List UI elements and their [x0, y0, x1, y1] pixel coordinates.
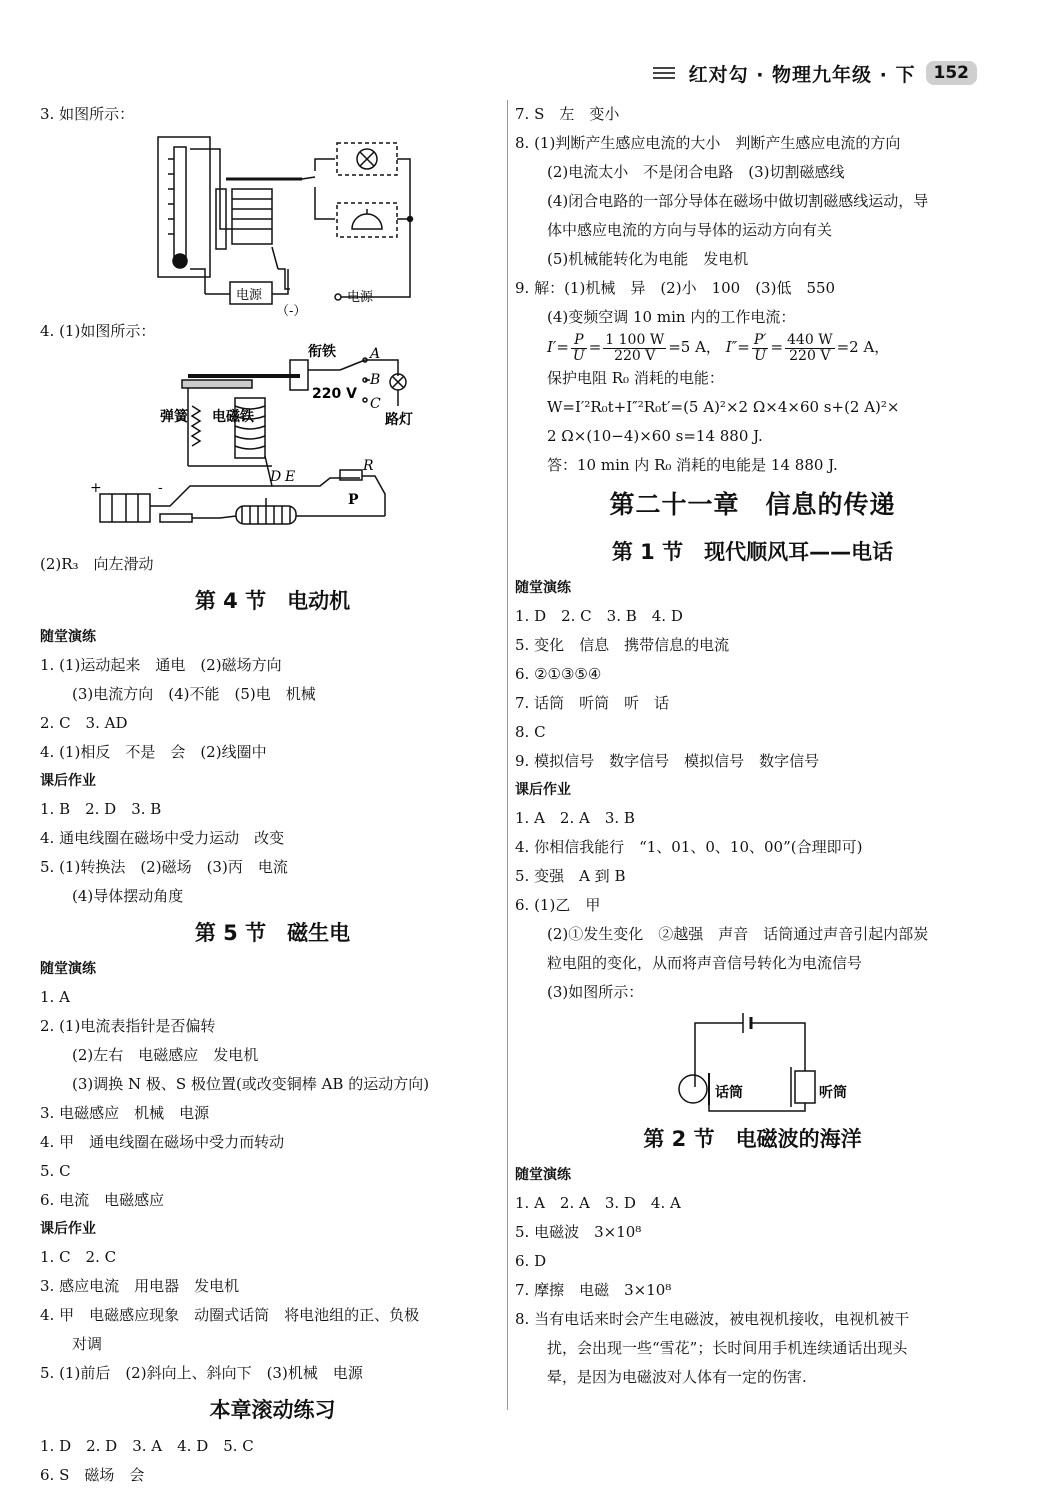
section-4-answers — [40, 623, 505, 911]
answer-line: (5)机械能转化为电能 发电机 — [547, 250, 749, 268]
subsection-heading: 随堂演练 — [515, 579, 571, 596]
answer-line: 1. A 2. A 3. D 4. A — [515, 1193, 681, 1212]
right-column — [515, 100, 990, 1392]
contact-a: A — [370, 346, 381, 362]
answer-line: 4. 通电线圈在磁场中受力运动 改变 — [40, 829, 285, 847]
answer-line: 4. 甲 电磁感应现象 动圈式话筒 将电池组的正、负极 — [40, 1306, 420, 1324]
contact-b: B — [370, 372, 381, 388]
answer-line: (2)左右 电磁感应 发电机 — [72, 1046, 259, 1064]
energy-calculation — [515, 364, 990, 480]
section-1-answers — [515, 574, 990, 1007]
answer-line: 6. 电流 电磁感应 — [40, 1191, 165, 1209]
formula-u: U — [572, 347, 585, 364]
answer-line: 粒电阻的变化，从而将声音信号转化为电流信号 — [547, 953, 863, 972]
header-stripes-icon — [653, 67, 675, 79]
power-label-1: 电源 — [236, 288, 263, 303]
answer-line: 7. S 左 变小 — [515, 105, 620, 123]
answer-line: 1. D 2. C 3. B 4. D — [515, 606, 683, 625]
answer-line: 8. C — [515, 722, 546, 741]
formula-r1: =5 A， — [668, 338, 721, 356]
answer-line: 1. (1)运动起来 通电 (2)磁场方向 — [40, 656, 282, 674]
section-2-title: 第 2 节 电磁波的海洋 — [643, 1126, 862, 1151]
figure-telephone-circuit — [515, 1007, 990, 1117]
answer-line: (4)闭合电路的一部分导体在磁场中做切割磁感线运动，导 — [547, 192, 929, 210]
section-1-title: 第 1 节 现代顺风耳——电话 — [611, 539, 894, 564]
resistor-r: R — [363, 458, 374, 474]
section-2-answers — [515, 1161, 990, 1392]
current-formula — [515, 332, 990, 364]
armature-label: 衔铁 — [308, 344, 336, 360]
slider-p: P — [348, 492, 359, 508]
answer-line: 1. D 2. D 3. A 4. D 5. C — [40, 1437, 254, 1455]
review-answers — [40, 1432, 505, 1490]
spring-label: 弹簧 — [160, 409, 188, 425]
answer-line: 3. 电磁感应 机械 电源 — [40, 1104, 210, 1122]
figure-thermostat-circuit — [40, 129, 505, 319]
formula-u2: U — [754, 347, 767, 364]
power-label-2: 电源 — [347, 290, 374, 305]
answer-line: 5. 变化 信息 携带信息的电流 — [515, 635, 730, 654]
subsection-heading: 课后作业 — [40, 1221, 96, 1237]
answer-line: 4. 你相信我能行 “1、01、0、10、00”(合理即可) — [515, 837, 863, 856]
book-title: 红对勾 · 物理九年级 · 下 — [688, 63, 916, 86]
formula-eq2: = — [770, 338, 784, 356]
subsection-heading: 随堂演练 — [40, 629, 96, 645]
answer-line: 2 Ω×(10−4)×60 s=14 880 J. — [547, 426, 763, 445]
page-number: 152 — [926, 61, 978, 85]
answer-line: 5. 变强 A 到 B — [515, 866, 626, 885]
electromagnet-label: 电磁铁 — [212, 409, 254, 425]
point-d: D — [270, 469, 282, 485]
answer-line: 2. C 3. AD — [40, 714, 128, 732]
answer-line: 1. C 2. C — [40, 1248, 117, 1266]
answer-line: 6. ②①③⑤④ — [515, 664, 602, 683]
formula-i2: I″= — [725, 338, 750, 356]
answer-line: 3. 感应电流 用电器 发电机 — [40, 1277, 240, 1295]
answer-line: 6. S 磁场 会 — [40, 1466, 145, 1484]
section-5-answers — [40, 955, 505, 1388]
battery-plus: + — [90, 480, 102, 496]
streetlamp-circuit-diagram — [40, 346, 505, 536]
answer-line: 对调 — [72, 1335, 103, 1353]
answer-line: (3)如图所示： — [547, 982, 644, 1001]
formula-eq1: = — [588, 338, 602, 356]
answer-line: 5. C — [40, 1162, 71, 1180]
thermostat-circuit-diagram — [40, 129, 505, 319]
formula-n1: 1 100 W — [605, 331, 665, 348]
answer-line: 6. (1)乙 甲 — [515, 895, 601, 914]
answer-line: (2)①发生变化 ②越强 声音 话筒通过声音引起内部炭 — [547, 924, 929, 943]
section-5-title: 第 5 节 磁生电 — [194, 921, 351, 945]
answer-line: 1. A 2. A 3. B — [515, 808, 635, 827]
voltage-label: 220 V — [312, 386, 357, 402]
review-title: 本章滚动练习 — [209, 1398, 336, 1422]
formula-n2: 440 W — [787, 331, 833, 348]
answer-line: 9. 解：(1)机械 异 (2)小 100 (3)低 550 — [515, 279, 836, 297]
question-3: 3. 如图所示： — [40, 105, 135, 123]
answer-line: 7. 摩擦 电磁 3×10⁸ — [515, 1280, 672, 1299]
answer-line: 1. B 2. D 3. B — [40, 800, 162, 818]
contact-c: C — [370, 396, 381, 412]
answer-line: 5. 电磁波 3×10⁸ — [515, 1222, 642, 1241]
subsection-heading: 随堂演练 — [40, 961, 96, 977]
page-header — [653, 58, 977, 88]
answer-line: 8. 当有电话来时会产生电磁波，被电视机接收，电视机被干 — [515, 1309, 910, 1328]
answer-line: 体中感应电流的方向与导体的运动方向有关 — [547, 221, 833, 239]
minus-label: （-） — [276, 304, 307, 319]
point-e: E — [285, 469, 296, 485]
answer-line: W=I′²R₀t+I″²R₀t′=(5 A)²×2 Ω×4×60 s+(2 A)²× — [547, 397, 900, 416]
subsection-heading: 课后作业 — [40, 773, 96, 789]
question-4: 4. (1)如图所示： — [40, 322, 156, 340]
figure-streetlamp-circuit — [40, 346, 505, 536]
answer-line: 6. D — [515, 1251, 547, 1270]
answer-line: 答：10 min 内 R₀ 消耗的电能是 14 880 J. — [547, 455, 838, 474]
answer-line: (3)调换 N 极、S 极位置(或改变铜棒 AB 的运动方向) — [72, 1075, 430, 1093]
street-lamp-label: 路灯 — [385, 412, 413, 428]
answer-line: 1. A — [40, 988, 70, 1006]
answer-line: 5. (1)转换法 (2)磁场 (3)丙 电流 — [40, 858, 288, 876]
answer-line: (3)电流方向 (4)不能 (5)电 机械 — [72, 685, 316, 703]
continued-answers — [515, 100, 990, 332]
question-4-part-2: (2)R₃ 向左滑动 — [40, 555, 154, 573]
answer-line: 5. (1)前后 (2)斜向上、斜向下 (3)机械 电源 — [40, 1364, 363, 1382]
answer-line: 4. (1)相反 不是 会 (2)线圈中 — [40, 743, 267, 761]
formula-r2: =2 A， — [836, 338, 890, 356]
answer-line: 保护电阻 R₀ 消耗的电能： — [547, 368, 724, 387]
answer-line: 9. 模拟信号 数字信号 模拟信号 数字信号 — [515, 751, 820, 770]
column-divider — [507, 100, 508, 1410]
battery-minus: - — [158, 480, 163, 496]
answer-line: 晕，是因为电磁波对人体有一定的伤害. — [547, 1367, 807, 1386]
answer-line: (2)电流太小 不是闭合电路 (3)切割磁感线 — [547, 163, 845, 181]
subsection-heading: 随堂演练 — [515, 1166, 571, 1183]
formula-d2: 220 V — [789, 347, 831, 364]
formula-p2: P′ — [753, 331, 767, 348]
answer-line: 扰，会出现一些“雪花”；长时间用手机连续通话出现头 — [547, 1338, 908, 1357]
answer-line: (4)变频空调 10 min 内的工作电流： — [547, 308, 796, 326]
chapter-title: 第二十一章 信息的传递 — [609, 489, 896, 519]
left-column — [40, 100, 505, 1490]
formula-p: P — [571, 333, 587, 349]
answer-line: 2. (1)电流表指针是否偏转 — [40, 1017, 216, 1035]
microphone-label: 话筒 — [715, 1084, 743, 1101]
telephone-circuit-diagram — [515, 1007, 990, 1117]
section-4-title: 第 4 节 电动机 — [194, 589, 351, 613]
answer-line: 4. 甲 通电线圈在磁场中受力而转动 — [40, 1133, 285, 1151]
formula-i1: I′= — [547, 338, 569, 356]
receiver-label: 听筒 — [819, 1084, 847, 1101]
answer-line: (4)导体摆动角度 — [72, 887, 184, 905]
formula-d1: 220 V — [614, 347, 656, 364]
answer-line: 8. (1)判断产生感应电流的大小 判断产生感应电流的方向 — [515, 134, 901, 152]
subsection-heading: 课后作业 — [515, 781, 571, 798]
answer-line: 7. 话筒 听筒 听 话 — [515, 693, 670, 712]
